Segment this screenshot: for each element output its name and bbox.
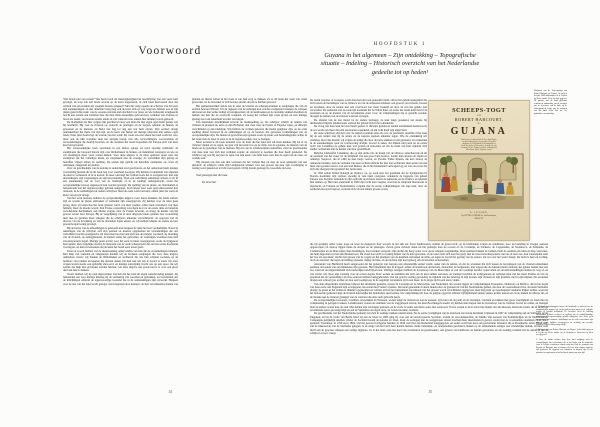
plate-main-title: GUJANA [450,125,508,137]
plate-na-label: NA [477,122,481,125]
chapter-title-line: situatie – Indeling – Historisch overzicht van het Nederlandse [320,60,480,68]
plate-subtitle-line: Lands, der Steden en Inwoonders; als mede des selfs [461,144,497,147]
paragraph: In 1595 zeilde Walter Raleigh de Orinoco op, op zoek naar het goudland dat de Spanjaarden El Dorado noemden; zijn verhaal, spoedig in vele talen overgezet, wakkerde de begeerte van geheel Europa aan. Keymis verkende in zijn opdracht de rivieren tussen de Amazone en de Orinoco en tekende hun namen op; Harcourt ondernam in 1609 zijn tocht naar Gujana, waarvan de titelprent hiernevens is afgebeeld, en Fransen en Nederlanders volgden met de eerste volkplantingen. De lage kust, door de zeelieden het eerst begroet, vertoont zich als een smalle groene zoom, [310,171,427,192]
paragraph: De bladzijden die hier volgen zijn geschreven door een man die met eigen ogen heeft gezien wat hij beschrijft. Hij voer de rivieren op, bezocht de plantages en de dorpen, tekende de huizen, de gewassen en de mensen, en hield van dag tot dag aan wat hem opviel. Zijn oordeel draagt onmiskenbaar het merk van zijn tijd, en de lezer van heden zal menige uitspraak met andere ogen lezen; maar juist daarin ligt de waarde van het werk: het toont ons niet alleen het land zoals het was, maar ook de blik waarmee men het destijds bezag, met alle verwachtingen, vooroordelen en verwonderingen die daarbij hoorden, en die tezamen het beeld bepaalden dat Europa zich van deze kust had gevormd. [63,121,178,148]
paragraph: Van het werk bestaan, behalve de oorspronkelijke uitgave, twee latere drukken, die beide verkort zijn en waarin de platen ontbreken of verkleind zijn weergegeven. Zij hebben voor de tekst geen gezag, maar zij tonen hoe het boek gelezen werd: wat men wegliet, achtte men verouderd, wat men behield, bleef de moeite waard. Een Franse overzetting verscheen kort na de eerste druk en beleefde verscheidene herdrukken; een Duitse volgde, naar de Franse bewerkt, en droeg de kennis van het gewest verder door Europa. Bij de vergelijking van al deze uitgaven bleek opnieuw hoe voorzichtig men met de getallen moet omgaan die de schrijvers elkander overschrijven: de opgaven van de uitvoer, van de bevolking en van de afstanden lopen uiteen, en wij hebben telkens de oudste en best gewaarborgde lezing gevolgd. [63,196,178,227]
plate-scheeps-togt-titlepage [428,100,530,241]
footnote: 1. De korte inhoudsopgave boven dit hoofdstuk is ontleend aan de oorspronkelijke uitgave; zij vat de onderwerpen samen in de volgorde waarin zij worden behandeld. De bewerker heeft de indeling onveranderd gelaten en alleen de spelling van de aardrijkskundige namen aan het tegenwoordige gebruik aangepast, voor zover geen misverstand kon ontstaan. Aanhalingen uit de oude reisverhalen zijn naar de eerste drukken weergegeven; de vertaling van vreemde woorden is tussen haken toegevoegd. [536,306,593,327]
plate-author: ROBERT HARCOURT, [454,117,504,122]
paragraph: Alexander von Humboldt heeft aangetoond dat het gebergte van Guyana een afzonderlijk stelsel vormt, ouder dan de Andes, en dat de savannen die zich tussen de bovenlopen van de rivieren uitstrekken eenmaal de bodem van een binnenzee zijn geweest. Het binnenland rijst in trappen: achter de kuststrook de heuvels, daarachter de bergketens, met toppen die de duizend meter naderen, het geheel bedekt met een bos waarvan de uitgestrektheid zich nauwelijks beschrijven laat. Weinige reizigers hebben de bovenloop van de Marowijne of van de Corantijn bereikt; watervallen en stroomversnellingen sluiten de weg af, en wie verder wil, moet zijn vaartuig over de rotsen slepen. Daar wonen de stammen die zich aan de kust zelden vertonen, en vandaar brachten de tochtgenoten de verhalen mee van het meer Parima en van de goudstad die de verbeelding van twee eeuwen hebben beziggehouden. Van dat goud is weinig gevonden; de rijkdom van het land ligt in zijn bossen, zijn rivieren en zijn gronden, niet in zijn mijnen. De savannen dragen een schraal gras en hier en daar een boomgroep; in de regentijd veranderen zij in een meer, in de droge tijd in een dorre vlakte. [310,262,548,283]
preface-text-columns [63,98,307,286]
plate-subtitle-line: Gewassen, Dieren, Vrugten en andere seldsaamheden. [460,147,498,150]
paragraph: De geschiedenis van het Nederlandse gedeelte laat zich in weinige trekken samenvatten. Na de eerste vestigingen van de Zeeuwen veroverde Abraham Crijnssen in 1667 de volkplanting aan de Suriname op de Engelsen, en bij de vrede van Breda bleef zij aan de Staat; in 1683 ging zij over aan de Geoctroyeerde Sociëteit, waarin de stad Amsterdam, de familie Van Aerssen van Sommelsdijck en de West-Indische Compagnie gelijkelijk deelden. Onder de Sociëteit kwam de kolonie tot bloei, maar de oorlogen met de weggelopen slaven brachten haar meermalen in gevaar, totdat met de voornaamste stammen vrede werd gesloten. Tweemaal, in 1799 en in 1804, viel het gewest in Engelse handen; in 1816 werd het aan Nederland teruggegeven, en sedert wordt het door een gouverneur bestuurd, die te Paramaribo zetelt. Deze stad, aan de linkeroever van de Suriname gelegen, is de enige van het land; haar houten huizen, onder tamarinde- en oranjebomen geschaard, maken op de aankomende reiziger een vriendelijke indruk, en haar rede biedt aan de grootste schepen een veilige ligplaats. Zo is het land, eens het doel van avonturiers en goudzoekers, een gewest van landbouw en handel geworden, en als zodanig verdient het de aandacht die de schrijver ervoor vraagt. [310,312,548,336]
plate-subtitle [435,139,523,152]
paragraph: die bij springtij onder water loopt en waar de mangrove haar wortels in het slik zet. Eerst landinwaarts verheft de grond zich; op de kleibanken volgen de zandritsen, door de branding in vroeger eeuwen opgeworpen, en daarop liggen thans de dorpen en de plantages. Zeven grote rivieren dalen uit het gebergte naar de oceaan af: de Corantijn, de Nickerie, de Coppename, de Saramacca, de Suriname, de Commewijne en de Marowijne; hun mondingen, door banken versperd, zijn slechts bij hoog water voor grote schepen toegankelijk, maar eenmaal binnen de banken vindt de zeeman een ruim en diep vaarwater, dat hem dagreizen ver het land binnenvoert. De vloed doet zich tot twintig mijlen van de kust gevoelen, en de vaart richt zich naar het getij: met de vloed stroomopwaarts, met de eb naar zee. Aan weerszijden staat het bos als een muur; slechts het geroep van de vogels en het plompen van de kaaiman verbreken de stilte, en tegen de avond het gezang van de roeiers, dat ver over het water draagt. De lucht is heet en vochtig, doch de zeewind, die tegen de middag opsteekt, matigt de hitte, en de nachten zijn koel genoeg om de krachten te herstellen. [310,243,548,263]
paragraph: Maar bovenal is dit boek bestemd voor de lezer die het land zelf wil leren kennen. Hij zal er de rivieren vinden en de regen, de geur van het natte bos en de stilte van de savanne, de kleuren van de markt en de gezichten van de mensen. Hij zal ook de schaduwzijden aantreffen, want de geschiedenis van deze kust laat zich niet verhalen zonder de slavernij te noemen die haar heeft getekend. De schrijver zag wat hij zag met de ogen van zijn eeuw; wie hem leest, leze met de ogen van de onze, en oordele zelf. [192,140,307,161]
paragraph: Voorts hebben wij de raad ingewonnen van hen die het land uit eigen aanschouwing kennen. Zij behoedden ons voor menige misslag bij de verklaring van woorden en gebruiken, en verschaften ons de inlichtingen omtrent de tegenwoordige toestand die in de aantekeningen zijn verwerkt. Hetgeen over de taal van het land wordt gezegd, werd nagezien door kenners; de lijst van inheemse namen van planten en dieren achter in het boek is aan hun zorg te danken. Zo is dit boek het werk van velen geworden, en de bewerker is zich bewust slechts de pen te hebben gevoerd. [63,98,307,286]
plate-caption: Titelprent van de 'Scheeps-togt van Robert Harcourt, na Gujana', de tocht in het jaar 1609 ondernomen en te Leyden by Pieter vander Aa in het licht gegeven. De gravure, met de hand gekleurd, vertoont de ontmoeting van de reizigers met de bewoners van de kust; op de achtergrond de loods met de vruchten van het land. Atlas Van der Aa, particuliere verzameling. [534,90,567,115]
paragraph: Het gemeentearchief stelde ons in staat de brieven en scheepsjournalen te raadplegen die van de tochten bewaard bleven. Uit de registers van de rederijen kon worden vastgesteld wanneer de schepen uitvoeren en met welke lading zij terugkeerden; uit de kerkboeken en de notariële stukken kwamen de namen van hen die de overtocht waagden. Zo kreeg het verhaal zijn vaste grond, en kon menige gissing door een zekerheid worden vervangen. [192,104,307,121]
paragraph: 'Wie houdt niet van reizen? Wie heeft nooit uit nieuwsgierigheid de beschrijving van een verre kust gevolgd, de loop van een brede stroom op de kaart nagewezen, of zich laten meevoeren door het verhaal van een zeeman die vreemde havens aandeed?' Met die vraag opende de schrijver van dit werk zijn aantekeningen, en met dezelfde vraag mag ook de lezer zich op weg begeven. Reizen was in zijn dagen geen lichte zaak: wie de oceaan overstak nam afscheid voor jaren, en wie behouden terugkeerde bracht een wereld aan verhalen mee die men thuis nauwelijks geloven kon, verhalen van rivieren zo breed als zeeën, van bossen zonder einde en van volkeren wier namen hier nimmer waren gehoord. [63,98,178,121]
chapter-title-line: Guyana in het algemeen – Zijn ontdekking – Topografische [324,52,476,59]
paragraph: Wij moeten ons dan ook niet verbazen dat het verhaal hier en daar de toon aanneemt van een pleidooi: de schrijver wilde zijn landgenoten winnen voor een gewest dat naar zijn overtuiging te weinig werd gekend en te licht werd geteld. Of hij daarin geslaagd is, beoordele de lezer. [192,160,307,171]
page-number-left: 14 [168,390,172,394]
page-number-right: 15 [428,390,432,394]
paragraph: Het oorspronkelijke werk verscheen in een kleine oplage en werd spoedig zeldzaam; de exemplaren die bewaard bleven zijn over bibliotheken in binnen- en buitenland verspreid, en wie ze wil raadplegen moet verre reizen maken. Voor deze uitgave is de tekst opnieuw gezet naar het exemplaar dat het volledigst bleek, en vergeleken met de overige; de verschillen zijn gering en betreffen vrijwel alleen de spelling. De platen zijn gelicht uit hetzelfde exemplaar en, waar zij ontbraken, aangevuld uit andere. [63,147,178,167]
plate-imprint-line: Te LEYDEN, [469,211,489,215]
footnotes [536,306,593,357]
footnote: 2. 'Scheeps-togt van Robert Harcourt, na Gujana', in het licht gegeven te Leyden by Pieter vander Aa; de titelprent is hiernevens in kleur weergegeven. [536,328,593,337]
chapter-title [298,52,502,77]
chapter-text-upper [310,99,427,241]
engraving-illustration [434,153,524,209]
plate-subtitle-line: mitsgaders de Gelegentheid en Hoedanigheid des [462,142,496,145]
paragraph: De oorspronkelijke bewoners, Caraïben, Arowakken en Warauen, wonen langs de rivieren en aan de zeekust; zij leven van de jacht en de visvangst, vlechten en bakken met grote vaardigheid, en staan met de volkplanting in geregeld verkeer. Landinwaarts wonen de stammen van de weggelopen slaven, die men Boschnegers noemt; zij hebben hun dorpen aan de bovenloop van de rivieren, boven de vallen, en brengen hout en andere waren naar de stad. Met beiden zijn verdragen gesloten, en de vrede is sedert een halve eeuw niet verstoord. Voorts wonen er in de stad vrije lieden van alle kleuren, benevens Joden, die er sedert de zeventiende eeuw gevestigd zijn en aan de Suriname een eigen dorp, de Joden-Savanne, bezitten. [310,299,548,312]
footnote: 3. Over de oudste tochten naar deze kust raadplege men de verzamelingen van reisverhalen die in het begin van de achttiende eeuw te Leyden verschenen; daarin vindt men ook de journalen van Keymis en Harcourt, met de kaarten die voor deze uitgave opnieuw zijn getekend. De opgaven van afstanden en diepten zijn uit die journalen overgenomen en herleid tot de maten van onze tijd. [536,338,593,354]
paragraph: Een bijzondere moeilijkheid leverde de naamspelling op. De schrijver schrijft de namen van rivieren en plaatsen nu eens op zijn Hollands, dan weer naar de Franse of Engelse wijze, en dikwijls verschillend op één bladzijde. Wij hebben de vormen gekozen die heden gangbaar zijn, en de oude spelling alleen bewaard in de aanhalingen en op de kaarten, die getrouwe verkleiningen van de oorspronkelijke zijn. De maten en gewichten zijn gelaten zoals zij staan; een herleidingstafel achter in het boek stelt de lezer in staat ze in de tegenwoordige over te brengen. [192,121,307,141]
preface-signature: De bewerker [202,180,217,184]
plate-imprint-line: MDCCVI. [474,217,484,220]
paragraph: Over de geschiedenis van de kolonie is sedertdien veel geschreven, en het onderzoek heeft menige voorstelling herzien die in dit boek nog voor waarheid doorgaat. Wij hebben er niettemin van afgezien de tekst te verbeteren of in te korten: de lezer ontvangt het verhaal zoals het is overgeleverd, met zijn uitweidingen, zijn vergissingen en zijn bewondering. Waar een toelichting onmisbaar scheen, is zij in een aantekening aan de voet van de bladzijde of in de kantlijn ondergebracht, zodat het oorspronkelijke betoog ongestoord kan worden gevolgd. De spelling van de plaats- en riviernamen is behoedzaam aan het tegenwoordige gebruik aangepast, doch alleen daar waar geen misverstand kon ontstaan; in de aanhalingen uit oudere schrijvers bleef de oude vorm bewaard, omdat juist die vorm de kleur van de tijd draagt. [63,167,178,197]
plate-title: SCHEEPS-TOGT [452,107,506,114]
plate-subtitle-line: vreemde Ontmoetingen en gevaarlyke Voorvallen; [462,140,496,143]
paragraph: Behalve Christoffel Columbus, die op zijn derde reis de mond van de Orinoco aanschouwde en uit de zoetheid van het water tot de nabijheid van een groot land besloot, noemt men Alonso de Ojeda en Amerigo Vespucci, die in 1499 de kust langs voeren, en Vicente Yáñez Pinzón, die kort daarop de Amazone bereikte. Aan de verhalen van deze tochten ontbrak het niet aan wonderen: men sprak van een meer met gouden oevers, van een stad Manoa, die in het binnenland verborgen lag, en van een vorst die zich alle morgens met goudstof liet bestrooien. [310,151,427,172]
paragraph: De oude schrijvers zijn het over de namen evenmin eens als over de jaartallen: dezelfde rivier heet bij de een anders dan bij de ander, en de kaarten spreken elkander tegen. Wie de ontdekking wil verhalen, moet dus kiezen; wij volgen de lezing die door de beste stukken wordt gesteund, en vermelden in de aantekeningen waar de overlevering afwijkt. Zoveel is zeker, dat binnen tien jaren na de eerste tocht van Columbus de gehele kust was gezien en benoemd, en dat de faam van haar rijkdom zich sneller verbreidde dan de kennis van haar gesteldheid. [310,131,427,152]
paragraph: De vraag wie deze kust het eerst heeft gezien, is dikwijls gesteld en zelden eensluidend beantwoord; de eer wordt aan meer dan één zeevaarder toegekend, en elk volk heeft zijn eigen held. [310,125,427,132]
paragraph: Bij de keuze van de afbeeldingen is gestreefd naar hetgeen de tekst het best verduidelijkt. Naast de tekeningen van de schrijver zelf zijn prenten en kaarten opgenomen uit verzamelingen die ons welwillend werden opengesteld. Zij laten zien hoe het land zich aan de reiziger voordeed: de monding van de rivieren, de aanlegplaatsen, de huizen onder het geboomte, de vaartuigen waarmee men zich stroomopwaarts begaf. Menige prent is hier voor het eerst in kleur weergegeven, zoals de tijdgenoot haar kende; men vergelijke slechts de titelprent van de oude scheepstocht die aan het eerste hoofdstuk voorafgaat, en men zal erkennen dat de kleur het beeld eerst leven geeft. [63,226,178,250]
plate-imprint [429,212,529,220]
closing-line: Veel genoegen met dit boek. [196,173,228,177]
plate-subtitle-line: Met schoone kopere Figuuren verçiert. [465,149,493,152]
plate-van-label: VAN [476,114,482,117]
chapter-label: HOOFDSTUK 1 [373,42,427,47]
plate-subtitle-line: Behelzende zyn aanmerkelyke Zeil- en Land-Togten, [461,138,497,141]
chapter-title-line: gedeelte tot op heden¹ [371,68,429,76]
paragraph: Eerst en vooral hebben wij de medewerking ondervonden van hen die de verzamelingen beheren. Met hulp van vrienden en vakgenoten konden wij de bronnen raadplegen die voor deze uitgave onmisbaar waren; wij danken de bibliotheken en archieven die ons hun schatten toonden, en de bezitters van prenten en kaarten die afstand deden van hun rust om ons te woord te staan. Op onze vragen kwam steeds een geduldig antwoord, en menige aanwijzing bracht ons op een spoor dat wij zonder die hulp niet gevonden zouden hebben; wat deze uitgave aan goeds bevat, is voor een groot deel aan hen te danken. [63,249,178,273]
paragraph: De naam Guyana, of Guajana, zoals men het land ook genoemd vindt, omvat het gehele kustgebied dat zich tussen de mondingen van de Orinoco en van de Amazone uitstrekt: een gewest van rivieren, bossen en savannen, door de natuur met een overvloed van water bedeeld en door de zon het gehele jaar verwarmd. De zeelieden van de oude tijd noemden het de Wilde Kust, en onder die naam komt het in de journalen en op de kaarten van de zeventiende eeuw voor; de volkplantingen die er gesticht werden, droegen de namen van de rivieren waaraan zij lagen. [310,99,427,119]
paragraph: Van deze uitgestrekte landstreek behoort het middelste gedeelte, tussen de Corantijn en de Marowijne, aan Nederland; ten westen liggen de volkplantingen Essequebo, Demerary en Berbice, die in het begin van deze eeuw aan Engeland zijn overgegaan, ten oosten het Franse Cayenne. De beide genoemde rivieren maken alzo de grenzen uit van het Nederlandse gebied, dat naar de voornaamste rivier de naam Suriname draagt; de grens in het zuiden is nimmer opgenomen en verliest zich in het binnenland. De inhoud van het gewest wordt verschillend opgegeven; men mag hem op tweeduizend vierkante mijlen stellen, waarvan het bebouwde gedeelte langs de rivieren nauwelijks het honderdste deel beslaat. De volkplanting telt naar de jongste opgaven omtrent vijftigduizend zielen; suiker, koffie, katoen en cacao maken de uitvoer uit, en de molens aan de rivieren getuigen van de welvaart die deze teelt gebracht heeft. [310,282,548,299]
paragraph: De afstand van de ene mond tot de andere bedraagt, de kust langs gerekend, ten naaste bij driehonderd mijlen; landinwaarts verliest het gebied zich in het onbekende. [310,118,427,126]
plate-imprint-line: By PIETER VANDER Aa, Boekverkoper, [461,215,497,218]
chapter-text-lower [310,243,548,388]
preface-title: Voorwoord [138,45,202,57]
